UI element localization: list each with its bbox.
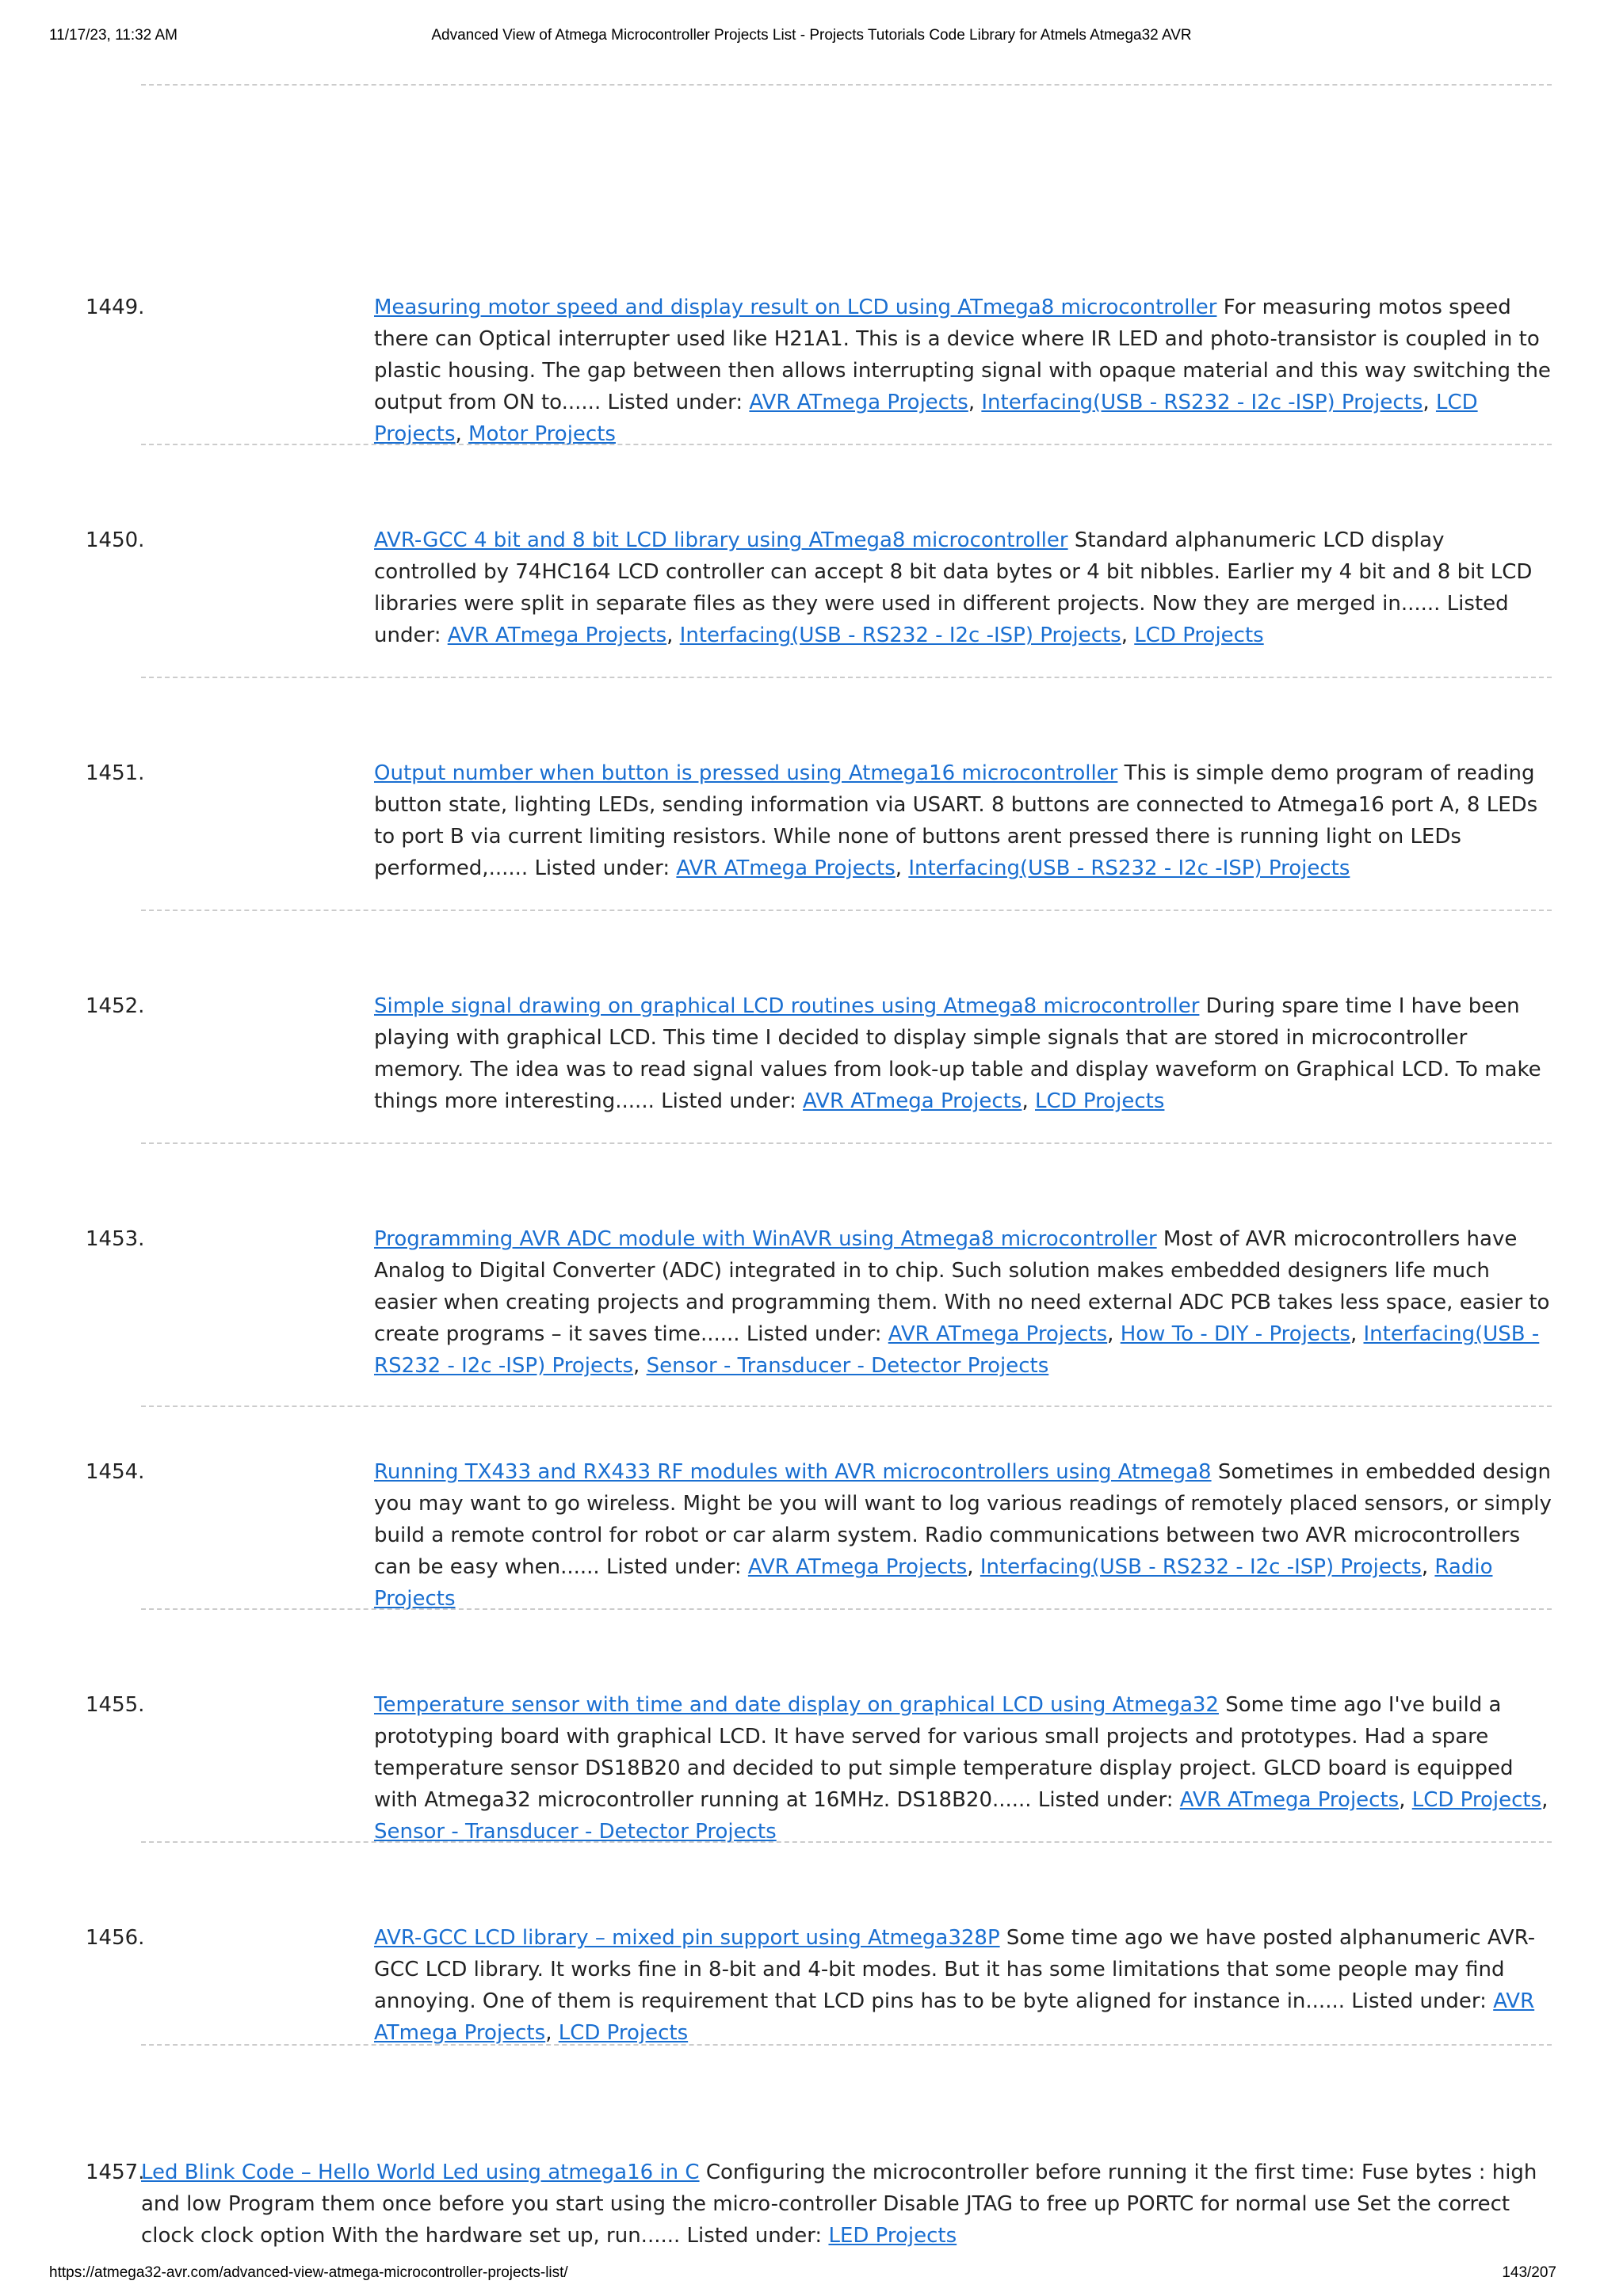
project-description: This is simple demo program of reading button state, lighting LEDs, sending information via USART. 8 buttons are connected to Atmega16 port A, 8 LEDs to port B via current limiting resistors. While none of buttons arent pressed there is running light on LEDs performed,......	[374, 761, 1538, 880]
category-separator: ,	[455, 422, 469, 446]
category-link[interactable]: Interfacing(USB - RS232 - I2c -ISP) Projects	[980, 1555, 1422, 1579]
listed-under-label: Listed under:	[607, 391, 750, 414]
category-link[interactable]: Motor Projects	[468, 422, 616, 446]
category-link[interactable]: LCD Projects	[1411, 1788, 1542, 1812]
entry-separator	[141, 84, 1552, 86]
category-separator: ,	[1423, 391, 1436, 414]
category-separator: ,	[967, 1555, 980, 1579]
entry-body	[374, 292, 1552, 450]
listed-under-label: Listed under:	[746, 1322, 888, 1346]
category-link[interactable]: LCD Projects	[1035, 1089, 1165, 1113]
category-separator: ,	[545, 2021, 559, 2045]
category-separator: ,	[633, 1354, 647, 1378]
entry-body	[141, 2157, 1552, 2252]
category-link[interactable]: AVR ATmega Projects	[803, 1089, 1022, 1113]
entry-body	[374, 1223, 1552, 1382]
category-separator: ,	[666, 624, 680, 647]
listed-under-label: Listed under:	[661, 1089, 804, 1113]
listed-under-label: Listed under:	[1351, 1989, 1494, 2013]
category-link[interactable]: Interfacing(USB - RS232 - I2c -ISP) Projects	[981, 391, 1423, 414]
category-link[interactable]: LCD Projects	[558, 2021, 689, 2045]
category-link[interactable]: AVR ATmega Projects	[1179, 1788, 1400, 1812]
category-separator: ,	[1107, 1322, 1121, 1346]
category-separator: ,	[895, 856, 909, 880]
project-title-link[interactable]: Led Blink Code – Hello World Led using atmega16 in C	[141, 2161, 700, 2184]
category-link[interactable]: AVR ATmega Projects	[374, 1989, 1535, 2045]
entry-body	[374, 1456, 1552, 1615]
project-title-link[interactable]: AVR-GCC 4 bit and 8 bit LCD library using ATmega8 microcontroller	[374, 528, 1068, 552]
entry-number: 1450.	[86, 528, 145, 552]
category-link[interactable]: LCD Projects	[374, 391, 1478, 446]
entry-body	[374, 757, 1552, 884]
print-page-title: Advanced View of Atmega Microcontroller Projects List - Projects Tutorials Code Library for Atmels Atmega32 AVR	[431, 27, 1192, 44]
category-link[interactable]: Interfacing(USB - RS232 - I2c -ISP) Projects	[908, 856, 1350, 880]
project-title-link[interactable]: AVR-GCC LCD library – mixed pin support using Atmega328P	[374, 1926, 1000, 1950]
entry-number: 1455.	[86, 1693, 145, 1717]
project-title-link[interactable]: Running TX433 and RX433 RF modules with AVR microcontrollers using Atmega8	[374, 1460, 1212, 1484]
entry-number: 1452.	[86, 994, 145, 1018]
entry-separator	[141, 1142, 1552, 1144]
listed-under-label: Listed under:	[605, 1555, 748, 1579]
entry-body	[374, 1922, 1552, 2049]
entry-number: 1453.	[86, 1227, 145, 1251]
listed-under-label: Listed under:	[534, 856, 677, 880]
category-link[interactable]: Interfacing(USB - RS232 - I2c -ISP) Projects	[374, 1322, 1540, 1378]
entry-number: 1449.	[86, 296, 145, 319]
category-link[interactable]: AVR ATmega Projects	[749, 391, 968, 414]
entry-number: 1457.	[86, 2161, 145, 2184]
category-link[interactable]: Sensor - Transducer - Detector Projects	[646, 1354, 1049, 1378]
entry-body	[374, 524, 1552, 651]
project-title-link[interactable]: Temperature sensor with time and date display on graphical LCD using Atmega32	[374, 1693, 1219, 1717]
listed-under-label: Listed under:	[1037, 1788, 1180, 1812]
project-title-link[interactable]: Simple signal drawing on graphical LCD routines using Atmega8 microcontroller	[374, 994, 1200, 1018]
project-description: During spare time I have been playing with graphical LCD. This time I decided to display simple signals that are stored in microcontroller memory. The idea was to read signal values from look-up table and display waveform on Graphical LCD. To make things more interesting......	[374, 994, 1541, 1113]
category-separator: ,	[1022, 1089, 1035, 1113]
listed-under-label: Listed under:	[374, 592, 1509, 647]
category-link[interactable]: AVR ATmega Projects	[747, 1555, 968, 1579]
entry-number: 1451.	[86, 761, 145, 785]
project-title-link[interactable]: Measuring motor speed and display result on LCD using ATmega8 microcontroller	[374, 296, 1217, 319]
category-link[interactable]: AVR ATmega Projects	[888, 1322, 1108, 1346]
entry-number: 1456.	[86, 1926, 145, 1950]
entry-body	[374, 1689, 1552, 1848]
listed-under-label: Listed under:	[686, 2224, 829, 2248]
category-separator: ,	[1421, 1555, 1435, 1579]
project-title-link[interactable]: Output number when button is pressed using Atmega16 microcontroller	[374, 761, 1118, 785]
category-link[interactable]: Interfacing(USB - RS232 - I2c -ISP) Projects	[679, 624, 1121, 647]
project-description: Some time ago I've build a prototyping board with graphical LCD. It have served for various small projects and prototypes. Had a spare temperature sensor DS18B20 and decided to put simple temperature display project. GLCD board is equipped with Atmega32 microcontroller running at 16MHz. DS18B20......	[374, 1693, 1514, 1812]
category-separator: ,	[1121, 624, 1135, 647]
category-separator: ,	[1541, 1788, 1549, 1812]
project-description: Sometimes in embedded design you may want to go wireless. Might be you will want to log various readings of remotely placed sensors, or simply build a remote control for robot or car alarm system. Radio communications between two AVR microcontrollers can be easy when......	[374, 1460, 1552, 1579]
project-description: Most of AVR microcontrollers have Analog to Digital Converter (ADC) integrated in to chip. Such solution makes embedded designers life much easier when creating projects and programming them. With no need external ADC PCB takes less space, easier to create programs – it saves time......	[374, 1227, 1550, 1346]
category-link[interactable]: LED Projects	[828, 2224, 957, 2248]
project-description: Standard alphanumeric LCD display controlled by 74HC164 LCD controller can accept 8 bit data bytes or 4 bit nibbles. Earlier my 4 bit and 8 bit LCD libraries were split in separate files as they were used in different projects. Now they are merged in......	[374, 528, 1533, 616]
category-link[interactable]: Sensor - Transducer - Detector Projects	[374, 1820, 777, 1844]
category-link[interactable]: AVR ATmega Projects	[676, 856, 896, 880]
project-description: For measuring motos speed there can Optical interrupter used like H21A1. This is a device where IR LED and photo-transistor is coupled in to plastic housing. The gap between then allows interrupting signal with opaque material and this way switching the output from ON to......	[374, 296, 1551, 414]
category-link[interactable]: Radio Projects	[374, 1555, 1493, 1611]
entry-body	[374, 990, 1552, 1117]
entry-number: 1454.	[86, 1460, 145, 1484]
entry-separator	[141, 1405, 1552, 1407]
entry-separator	[141, 677, 1552, 678]
entry-separator	[141, 910, 1552, 911]
print-datetime: 11/17/23, 11:32 AM	[49, 27, 178, 44]
category-link[interactable]: How To - DIY - Projects	[1120, 1322, 1350, 1346]
category-separator: ,	[1399, 1788, 1412, 1812]
category-separator: ,	[968, 391, 982, 414]
project-title-link[interactable]: Programming AVR ADC module with WinAVR using Atmega8 microcontroller	[374, 1227, 1157, 1251]
project-description: Configuring the microcontroller before running it the first time: Fuse bytes : high and low Program them once before you start using the micro-controller Disable JTAG to free up PORTC for normal use Set the correct clock clock option With the hardware set up, run......	[141, 2161, 1537, 2248]
category-separator: ,	[1350, 1322, 1364, 1346]
category-link[interactable]: LCD Projects	[1134, 624, 1264, 647]
print-url: https://atmega32-avr.com/advanced-view-atmega-microcontroller-projects-list/	[49, 2264, 568, 2281]
category-link[interactable]: AVR ATmega Projects	[447, 624, 667, 647]
print-page-number: 143/207	[1502, 2264, 1556, 2281]
project-description: Some time ago we have posted alphanumeric AVR-GCC LCD library. It works fine in 8-bit and 4-bit modes. But it has some limitations that some people may find annoying. One of them is requirement that LCD pins has to be byte aligned for instance in......	[374, 1926, 1536, 2013]
